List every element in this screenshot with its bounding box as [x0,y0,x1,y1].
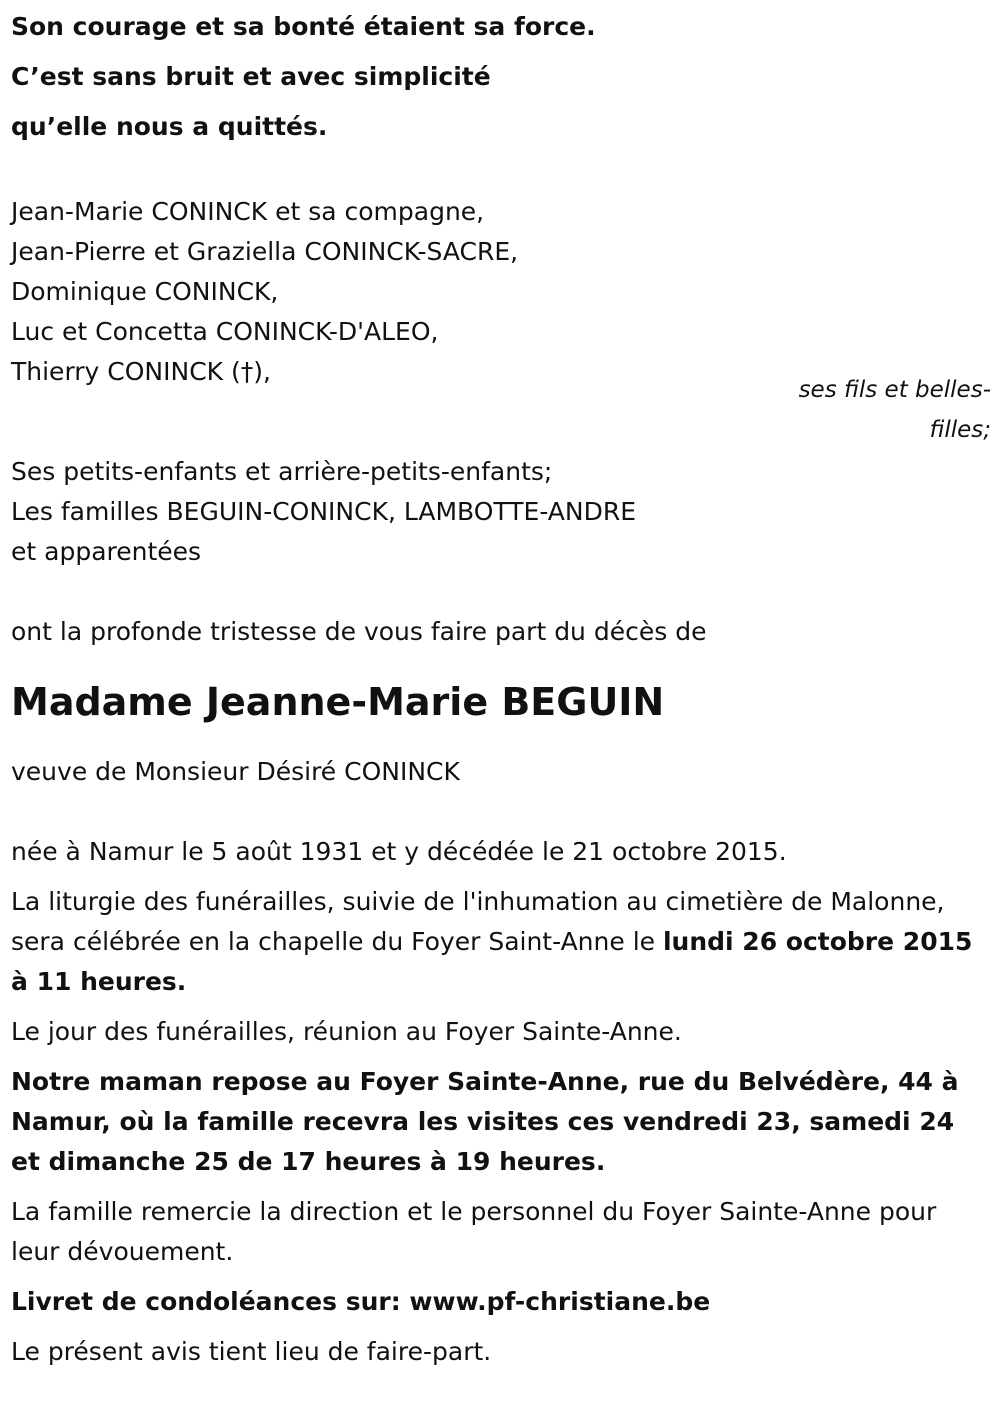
relatives-list [11,452,989,572]
relatives-line: Ses petits-enfants et arrière-petits-enfants; [11,457,553,486]
children-list [11,192,989,392]
funeral-text: La liturgie des funérailles, suivie de l'inhumation au cimetière de Malonne, sera célébrée en la chapelle du Foyer Saint-Anne le [11,887,945,956]
epitaph-line: C’est sans bruit et avec simplicité [11,62,491,91]
relatives-line: Les familles BEGUIN-CONINCK, LAMBOTTE-ANDRE [11,497,637,526]
epitaph-line: Son courage et sa bonté étaient sa force. [11,12,596,41]
children-note: ses fils et belles-filles; [798,377,991,443]
closing: Le présent avis tient lieu de faire-part. [11,1337,492,1366]
announcement: ont la profonde tristesse de vous faire part du décès de [11,617,707,646]
child-line: Jean-Marie CONINCK et sa compagne, [11,197,485,226]
funeral-info [11,882,989,1002]
child-line: Luc et Concetta CONINCK-D'ALEO, [11,317,439,346]
birth-death: née à Namur le 5 août 1931 et y décédée le 21 octobre 2015. [11,837,787,866]
funeral-date: lundi 26 octobre 2015 à 11 heures. [11,927,973,996]
thanks: La famille remercie la direction et le personnel du Foyer Sainte-Anne pour leur dévouement. [11,1197,937,1266]
relatives-line: et apparentées [11,537,202,566]
condolences: Livret de condoléances sur: www.pf-christiane.be [11,1287,711,1316]
child-line: Thierry CONINCK (†), [11,357,271,386]
epitaph [11,2,989,152]
widow-of: veuve de Monsieur Désiré CONINCK [11,757,460,786]
child-line: Jean-Pierre et Graziella CONINCK-SACRE, [11,237,519,266]
deceased-name: Madame Jeanne-Marie BEGUIN [11,680,665,724]
child-line: Dominique CONINCK, [11,277,279,306]
obituary-page [0,2,1000,1410]
epitaph-line: qu’elle nous a quittés. [11,112,328,141]
visitation: Notre maman repose au Foyer Sainte-Anne, rue du Belvédère, 44 à Namur, où la famille recevra les visites ces vendredi 23, samedi 24 et dimanche 25 de 17 heures à 19 heures. [11,1067,959,1176]
reunion: Le jour des funérailles, réunion au Foyer Sainte-Anne. [11,1017,682,1046]
